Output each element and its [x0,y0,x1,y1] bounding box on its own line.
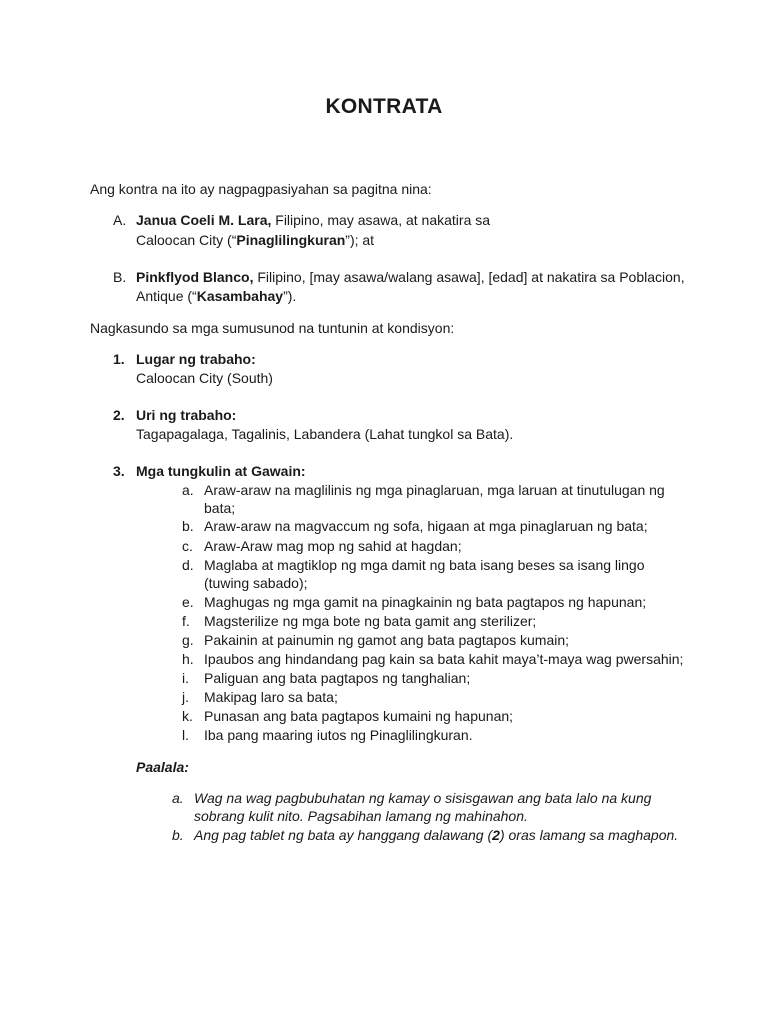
reminder-a-text: Wag na wag pagbubuhatan ng kamay o sisisgawan ang bata lalo na kung [194,790,652,806]
reminder-b-text [194,826,678,844]
party-b-details: Filipino, [may asawa/walang asawa], [edad] at nakatira sa Poblacion, [253,269,685,285]
duty-i-text: Paliguan ang bata pagtapos ng tanghalian; [204,670,471,686]
duty-e-text: Maghugas ng mga gamit na pinagkainin ng bata pagtapos ng hapunan; [204,594,647,610]
duty-h-marker: h. [182,651,194,667]
duty-c-marker: c. [182,538,193,554]
party-b-marker: B. [113,269,127,285]
party-a-role: Pinaglilingkuran [236,232,346,248]
duty-a-text-cont: bata; [204,500,236,516]
agreement-text: Nagkasundo sa mga sumusunod na tuntunin at kondisyon: [90,320,455,336]
duty-f-marker: f. [182,613,190,629]
party-b-address: Antique (“ [136,288,197,304]
party-b-name: Pinkflyod Blanco, [136,269,254,285]
duty-i-marker: i. [182,670,189,686]
party-a-details: Filipino, may asawa, at nakatira sa [271,212,491,228]
section-2-body: Tagapagalaga, Tagalinis, Labandera (Lahat tungkol sa Bata). [136,426,514,442]
duty-a-text: Araw-araw na maglilinis ng mga pinaglaruan, mga laruan at tinutulugan ng [204,482,665,498]
section-3-heading: Mga tungkulin at Gawain: [136,463,306,479]
reminder-heading: Paalala: [136,759,189,775]
section-2-heading: Uri ng trabaho: [136,407,237,423]
section-3-number: 3. [113,463,125,479]
duty-e-marker: e. [182,594,194,610]
reminder-b-marker: b. [172,827,184,843]
reminder-a-marker: a. [172,790,184,806]
duty-d-text: Maglaba at magtiklop ng mga damit ng bata isang beses sa isang lingo [204,557,645,573]
reminder-b-hours: 2 [492,827,500,843]
duty-l-marker: l. [182,727,189,743]
party-a-line2 [136,231,374,249]
reminder-a-text-cont: sobrang kulit nito. Pagsabihan lamang ng mahinahon. [194,808,528,824]
duty-g-marker: g. [182,632,194,648]
party-b-line1 [136,268,685,286]
section-1-number: 1. [113,351,125,367]
party-b-line2 [136,287,296,305]
duty-j-text: Makipag laro sa bata; [204,689,338,705]
duty-k-marker: k. [182,708,193,724]
duty-d-marker: d. [182,557,194,573]
party-a-suffix: ”); at [345,232,375,248]
section-1-heading: Lugar ng trabaho: [136,351,256,367]
duty-g-text: Pakainin at painumin ng gamot ang bata pagtapos kumain; [204,632,570,648]
duty-l-text: Iba pang maaring iutos ng Pinaglilingkuran. [204,727,473,743]
reminder-b-post: ) oras lamang sa maghapon. [499,827,679,843]
party-a-name: Janua Coeli M. Lara, [136,212,272,228]
duty-d-text-cont: (tuwing sabado); [204,575,308,591]
party-a-line1 [136,211,490,229]
section-1-body: Caloocan City (South) [136,370,273,386]
document-title: KONTRATA [325,95,443,118]
intro-text: Ang kontra na ito ay nagpagpasiyahan sa pagitna nina: [90,181,432,197]
party-b-role: Kasambahay [196,288,284,304]
duty-c-text: Araw-Araw mag mop ng sahid at hagdan; [204,538,462,554]
duty-k-text: Punasan ang bata pagtapos kumaini ng hapunan; [204,708,514,724]
duty-j-marker: j. [182,689,189,705]
party-a-marker: A. [113,212,127,228]
party-b-suffix: ”). [283,288,297,304]
duty-b-marker: b. [182,518,194,534]
duty-a-marker: a. [182,482,194,498]
duty-h-text: Ipaubos ang hindandang pag kain sa bata kahit maya’t-maya wag pwersahin; [204,651,684,667]
section-2-number: 2. [113,407,125,423]
duty-f-text: Magsterilize ng mga bote ng bata gamit ang sterilizer; [204,613,537,629]
reminder-b-pre: Ang pag tablet ng bata ay hanggang dalawang ( [194,827,493,843]
duty-b-text: Araw-araw na magvaccum ng sofa, higaan at mga pinaglaruan ng bata; [204,518,648,534]
party-a-address: Caloocan City (“ [136,232,237,248]
